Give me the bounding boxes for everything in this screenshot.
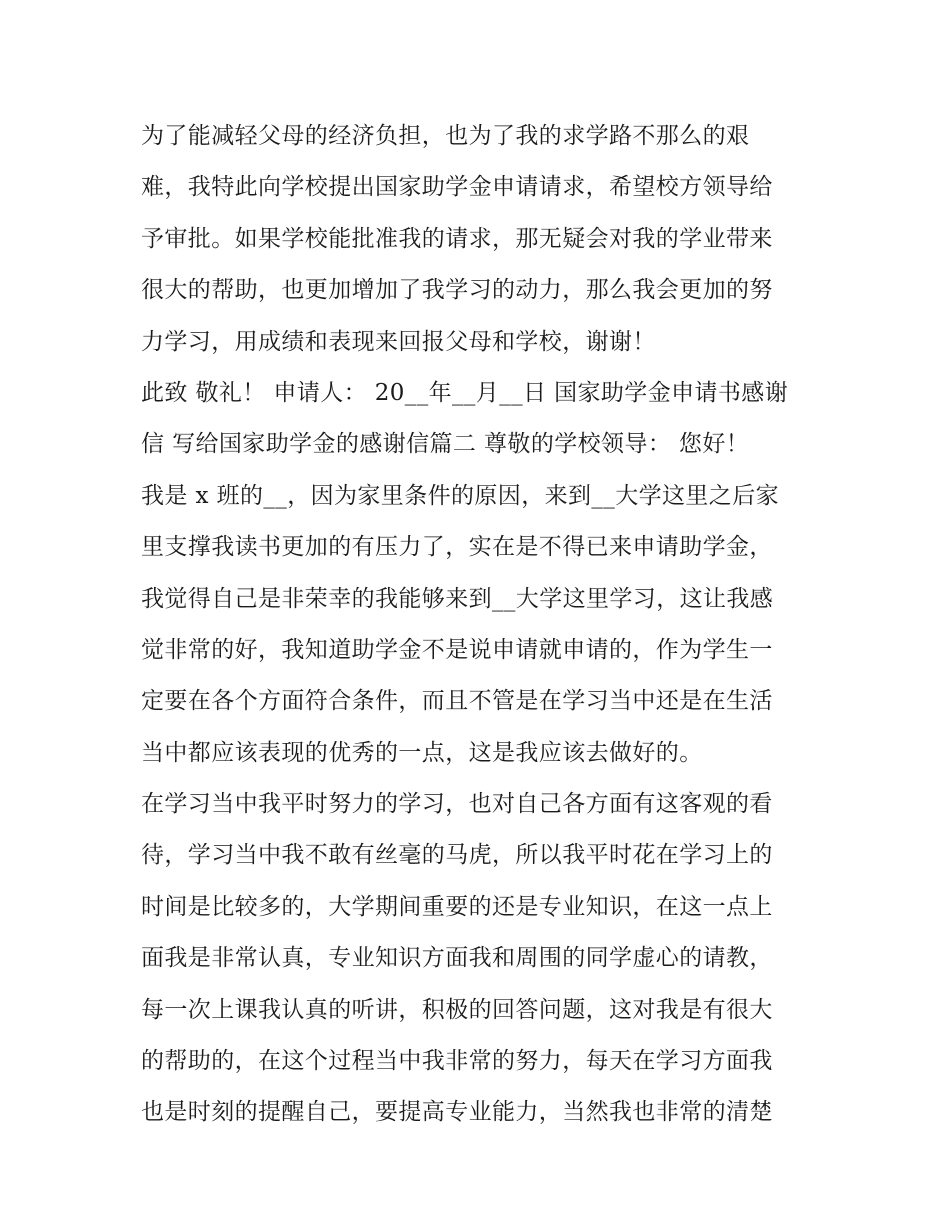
text-line: 每一次上课我认真的听讲，积极的回答问题，这对我是有很大 xyxy=(141,996,773,1023)
text-line: 力学习，用成绩和表现来回报父母和学校，谢谢！ xyxy=(141,328,656,355)
text-line: 时间是比较多的，大学期间重要的还是专业知识，在这一点上 xyxy=(141,893,773,920)
text-line: 我觉得自己是非荣幸的我能够来到__大学这里学习，这让我感 xyxy=(141,585,774,612)
text-line: 的帮助的，在这个过程当中我非常的努力，每天在学习方面我 xyxy=(141,1048,773,1075)
text-line: 信 写给国家助学金的感谢信篇二 尊敬的学校领导： 您好！ xyxy=(141,431,750,458)
text-line: 难，我特此向学校提出国家助学金申请请求，希望校方领导给 xyxy=(141,174,773,201)
text-line: 予审批。如果学校能批准我的请求，那无疑会对我的学业带来 xyxy=(141,225,773,252)
text-line: 为了能减轻父母的经济负担，也为了我的求学路不那么的艰 xyxy=(141,123,750,149)
text-line: 当中都应该表现的优秀的一点，这是我应该去做好的。 xyxy=(141,739,703,766)
text-line: 觉非常的好，我知道助学金不是说申请就申请的，作为学生一 xyxy=(141,636,773,663)
text-line: 定要在各个方面符合条件，而且不管是在学习当中还是在生活 xyxy=(141,688,773,715)
text-line: 很大的帮助，也更加增加了我学习的动力，那么我会更加的努 xyxy=(141,277,773,304)
text-line: 待，学习当中我不敢有丝毫的马虎，所以我平时花在学习上的 xyxy=(141,842,773,869)
text-line: 在学习当中我平时努力的学习，也对自己各方面有这客观的看 xyxy=(141,791,773,818)
text-line: 面我是非常认真，专业知识方面我和周围的同学虚心的请教， xyxy=(141,945,773,972)
text-line: 我是 x 班的__，因为家里条件的原因，来到__大学这里之后家 xyxy=(141,482,779,509)
text-line: 里支撑我读书更加的有压力了，实在是不得已来申请助学金， xyxy=(141,534,773,561)
text-line: 此致 敬礼！ 申请人： 20__年__月__日 国家助学金申请书感谢 xyxy=(141,379,789,406)
text-line: 也是时刻的提醒自己，要提高专业能力，当然我也非常的清楚 xyxy=(141,1099,773,1126)
document-page xyxy=(141,111,821,1139)
